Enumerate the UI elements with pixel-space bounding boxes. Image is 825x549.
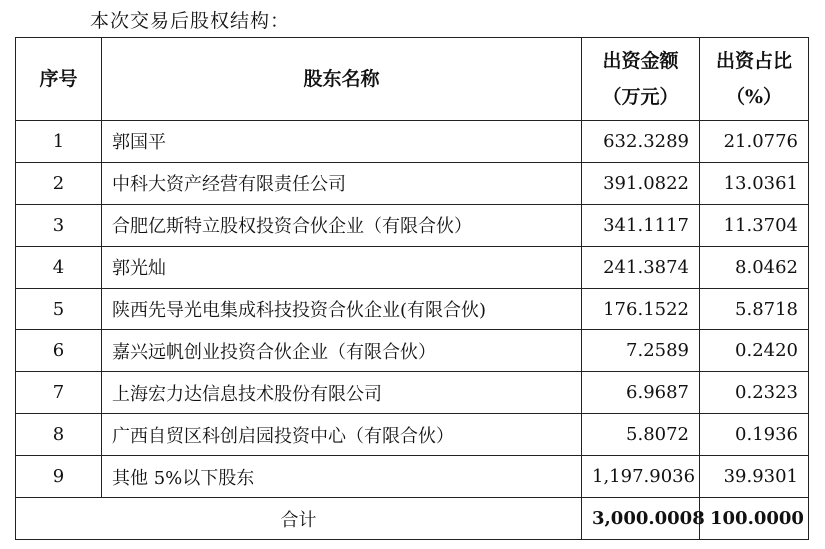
- row-amount: 7.2589: [582, 330, 700, 372]
- table-row: [16, 121, 809, 163]
- table-row: [16, 456, 809, 498]
- table-body: [16, 121, 809, 540]
- row-amount: 391.0822: [582, 162, 700, 204]
- row-ratio: 0.2323: [700, 372, 809, 414]
- row-name: 合肥亿斯特立股权投资合伙企业（有限合伙）: [102, 204, 582, 246]
- row-amount: 1,197.9036: [582, 456, 700, 498]
- row-ratio: 21.0776: [700, 121, 809, 163]
- row-name: 广西自贸区科创启园投资中心（有限合伙）: [102, 414, 582, 456]
- row-index: 4: [16, 246, 102, 288]
- row-ratio: 0.2420: [700, 330, 809, 372]
- table-row: [16, 330, 809, 372]
- row-index: 9: [16, 456, 102, 498]
- row-amount: 5.8072: [582, 414, 700, 456]
- table-row: [16, 246, 809, 288]
- row-name: 其他 5%以下股东: [102, 456, 582, 498]
- shareholding-table: [15, 37, 809, 540]
- table-row: [16, 204, 809, 246]
- row-amount: 241.3874: [582, 246, 700, 288]
- row-ratio: 11.3704: [700, 204, 809, 246]
- header-ratio: [700, 38, 809, 121]
- row-name: 上海宏力达信息技术股份有限公司: [102, 372, 582, 414]
- header-ratio-line2: （%）: [725, 86, 783, 108]
- total-ratio: 100.0000: [700, 498, 809, 540]
- header-amount: [582, 38, 700, 121]
- row-amount: 176.1522: [582, 288, 700, 330]
- table-row: [16, 288, 809, 330]
- header-amount-line1: 出资金额: [602, 50, 679, 72]
- table-header-row: [16, 38, 809, 121]
- table-row: [16, 414, 809, 456]
- row-name: 郭国平: [102, 121, 582, 163]
- table-row: [16, 372, 809, 414]
- row-index: 7: [16, 372, 102, 414]
- header-amount-line2: （万元）: [602, 86, 679, 108]
- row-amount: 632.3289: [582, 121, 700, 163]
- header-index: 序号: [16, 38, 102, 121]
- row-amount: 6.9687: [582, 372, 700, 414]
- header-name: 股东名称: [102, 38, 582, 121]
- row-index: 3: [16, 204, 102, 246]
- row-index: 5: [16, 288, 102, 330]
- row-index: 6: [16, 330, 102, 372]
- row-ratio: 13.0361: [700, 162, 809, 204]
- row-ratio: 39.9301: [700, 456, 809, 498]
- row-ratio: 8.0462: [700, 246, 809, 288]
- table-row: [16, 162, 809, 204]
- row-name: 中科大资产经营有限责任公司: [102, 162, 582, 204]
- row-index: 1: [16, 121, 102, 163]
- row-index: 2: [16, 162, 102, 204]
- row-name: 郭光灿: [102, 246, 582, 288]
- row-ratio: 5.8718: [700, 288, 809, 330]
- row-name: 嘉兴远帆创业投资合伙企业（有限合伙）: [102, 330, 582, 372]
- row-ratio: 0.1936: [700, 414, 809, 456]
- total-amount: 3,000.0008: [582, 498, 700, 540]
- section-caption: 本次交易后股权结构：: [90, 10, 291, 32]
- row-name: 陕西先导光电集成科技投资合伙企业(有限合伙): [102, 288, 582, 330]
- total-row: [16, 498, 809, 540]
- total-label: 合计: [16, 498, 582, 540]
- row-amount: 341.1117: [582, 204, 700, 246]
- row-index: 8: [16, 414, 102, 456]
- header-ratio-line1: 出资占比: [715, 50, 792, 72]
